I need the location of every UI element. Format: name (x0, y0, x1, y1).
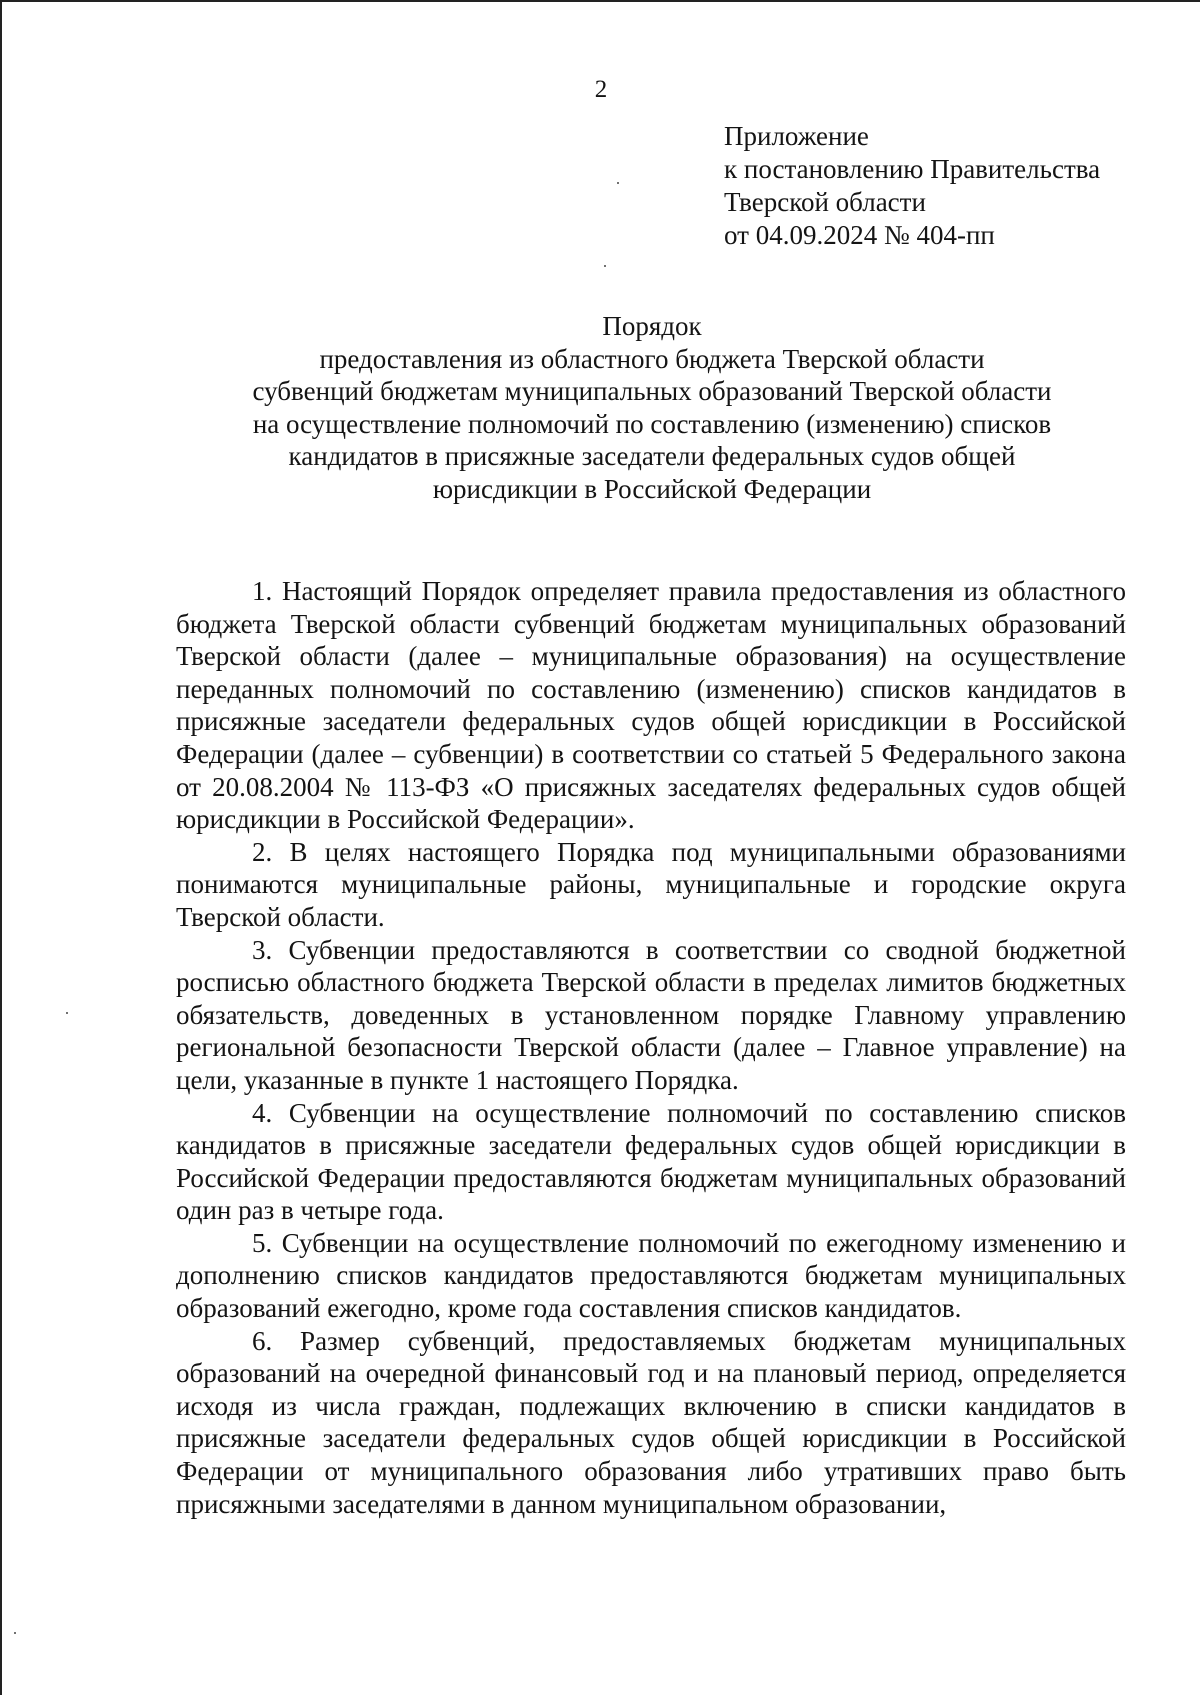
scan-speck (14, 1632, 16, 1634)
appendix-header (724, 120, 1100, 252)
document-body (176, 575, 1126, 1520)
appendix-line: Приложение (724, 121, 869, 151)
title-line: предоставления из областного бюджета Тверской области (319, 343, 985, 374)
appendix-line: к постановлению Правительства (724, 154, 1101, 184)
title-line: Порядок (602, 311, 702, 341)
paragraph-5: 5. Субвенции на осуществление полномочий по ежегодному изменению и дополнению списков кандидатов предоставляются бюджетам муниципальных образований ежегодно, кроме года составления списков кандидатов. (176, 1227, 1126, 1324)
paragraph-2: 2. В целях настоящего Порядка под муниципальными образованиями понимаются муниципальные районы, муниципальные и городские округа Тверской области. (176, 836, 1126, 932)
title-line: юрисдикции в Российской Федерации (432, 473, 872, 504)
appendix-line: Тверской области (724, 187, 926, 217)
paragraph-6: 6. Размер субвенций, предоставляемых бюджетам муниципальных образований на очередной финансовый год и на плановый период, определяется исходя из числа граждан, подлежащих включению в списки кандидатов в присяжные заседатели федеральных судов общей юрисдикции в Российской Федерации от муниципального образования либо утративших право быть присяжными заседателями в данном муниципальном образовании, (176, 1325, 1126, 1519)
scan-speck (604, 265, 606, 267)
scan-speck (66, 1012, 68, 1014)
paragraph-3: 3. Субвенции предоставляются в соответствии со сводной бюджетной росписью областного бюджета Тверской области в пределах лимитов бюджетных обязательств, доведенных в установленном порядке Главному управлению региональной безопасности Тверской области (далее – Главное управление) на цели, указанные в пункте 1 настоящего Порядка. (176, 934, 1126, 1095)
appendix-line: от 04.09.2024 № 404-пп (724, 220, 995, 250)
document-title (172, 310, 1132, 505)
title-line: на осуществление полномочий по составлению (изменению) списков (252, 408, 1052, 439)
title-line: кандидатов в присяжные заседатели федеральных судов общей (288, 441, 1016, 471)
paragraph-1: 1. Настоящий Порядок определяет правила предоставления из областного бюджета Тверской области субвенций бюджетам муниципальных образований Тверской области (далее – муниципальные образования) на осуществление переданных полномочий по составлению (изменению) списков кандидатов в присяжные заседатели федеральных судов общей юрисдикции в Российской Федерации (далее – субвенции) в соответствии со статьей 5 Федерального закона от 20.08.2004 № 113-ФЗ «О присяжных заседателях федеральных судов общей юрисдикции в Российской Федерации». (176, 576, 1126, 835)
page-number: 2 (594, 76, 608, 103)
paragraph-4: 4. Субвенции на осуществление полномочий по составлению списков кандидатов в присяжные заседатели федеральных судов общей юрисдикции в Российской Федерации предоставляются бюджетам муниципальных образований один раз в четыре года. (176, 1097, 1126, 1226)
title-line: субвенций бюджетам муниципальных образований Тверской области (252, 376, 1052, 406)
scan-speck (617, 182, 619, 184)
